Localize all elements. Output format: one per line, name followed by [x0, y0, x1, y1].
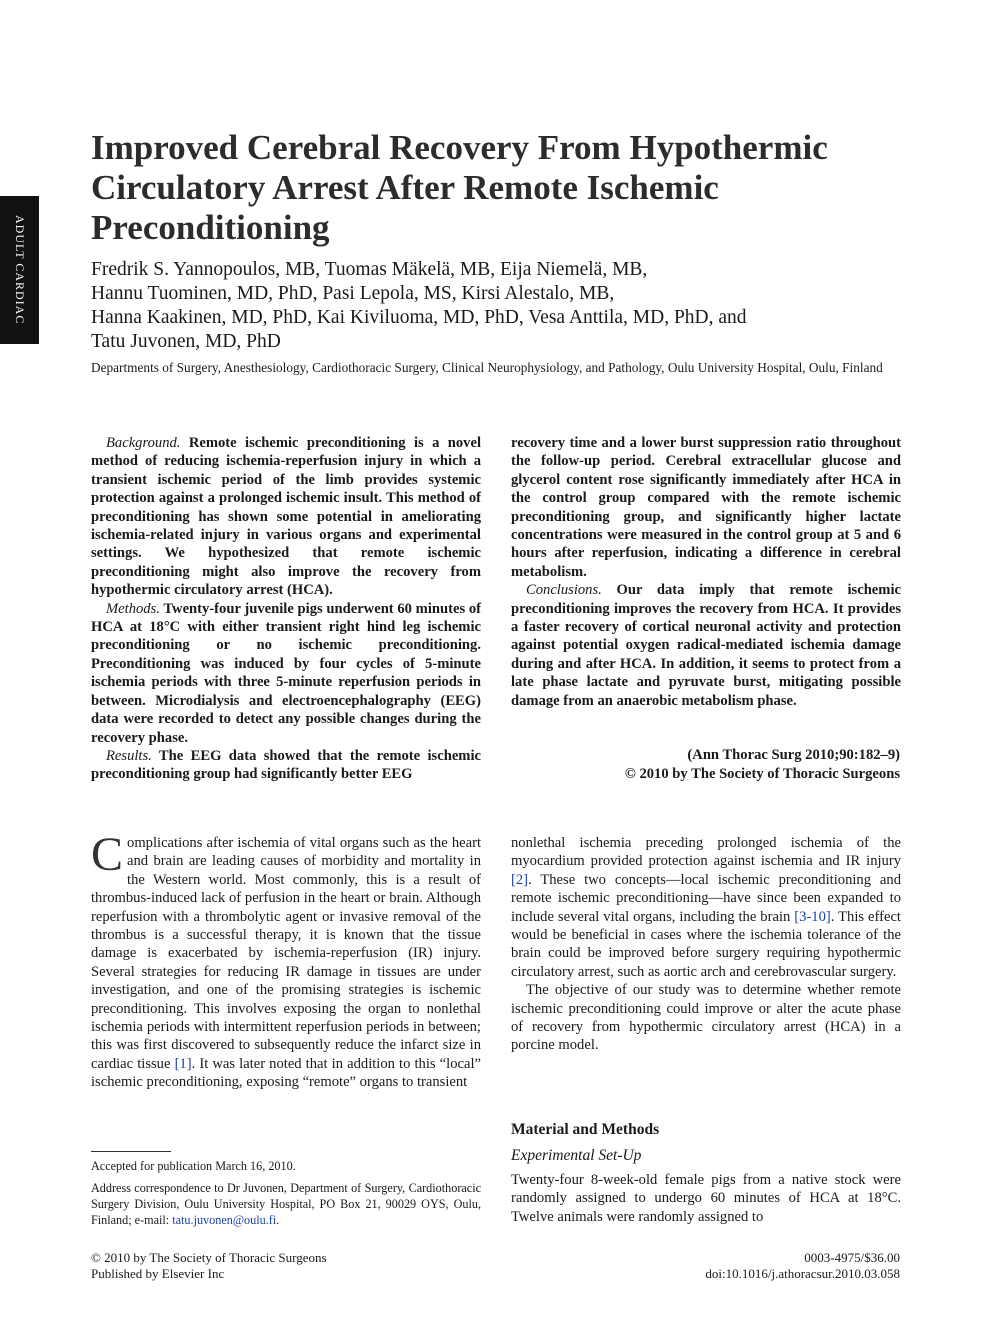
footer-doi: doi:10.1016/j.athoracsur.2010.03.058 — [705, 1265, 900, 1281]
citation-link[interactable]: [1] — [174, 1055, 192, 1072]
section-heading: Material and Methods — [511, 1121, 660, 1138]
footer-issn: 0003-4975/$36.00 — [804, 1250, 900, 1265]
body-right-column — [511, 834, 901, 1055]
background-label: Background. — [106, 435, 181, 451]
author-line: Fredrik S. Yannopoulos, MB, Tuomas Mäkelä, MB, Eija Niemelä, MB, — [91, 259, 648, 280]
conclusions-text: Our data imply that remote ischemic preconditioning improves the recovery from HCA. It provides a faster recovery of cortical neuronal activity and protection against potential oxygen radical-mediated ischemia damage during and after HCA. In addition, it seems to protect from a late phase lactate and pyruvate burst, mitigating possible damage from an anaerobic metabolism phase. — [511, 582, 901, 709]
copyright-line: © 2010 by The Society of Thoracic Surgeons — [624, 766, 900, 782]
setup-paragraph: Twenty-four 8-week-old female pigs from a native stock were randomly assigned to undergo 60 minutes of HCA at 18°C. Twelve animals were randomly assigned to — [511, 1172, 901, 1225]
body-left-column — [91, 828, 481, 1092]
author-list — [91, 258, 891, 354]
results-text-continued: recovery time and a lower burst suppression ratio throughout the follow-up period. Cerebral extracellular glucose and glycerol content rose significantly immediately after HCA in the control group compared with the remote ischemic preconditioning group, and significantly higher lactate concentrations were measured in the control group at 5 and 6 hours after reperfusion, indicating a difference in cerebral metabolism. — [511, 435, 901, 580]
journal-reference: (Ann Thorac Surg 2010;90:182–9) — [687, 747, 900, 763]
methods-label: Methods. — [106, 600, 160, 617]
background-text: Remote ischemic preconditioning is a novel method of reducing ischemia-reperfusion injury in which a transient ischemic period of the limb provides systemic protection against a prolonged ischemic insult. This method of preconditioning has shown some potential in ameliorating ischemia-related injury in various organs and experimental settings. We hypothesized that remote ischemic preconditioning might also improve the recovery from hypothermic circulatory arrest (HCA). — [91, 435, 481, 599]
citation-link[interactable]: [2] — [511, 871, 529, 888]
author-line: Hannu Tuominen, MD, PhD, Pasi Lepola, MS, Kirsi Alestalo, MB, — [91, 283, 615, 304]
email-link[interactable]: tatu.juvonen@oulu.fi — [172, 1213, 277, 1227]
title-line: Improved Cerebral Recovery From Hypothermic — [91, 128, 828, 167]
affiliation: Departments of Surgery, Anesthesiology, Cardiothoracic Surgery, Clinical Neurophysiology, and Pathology, Oulu University Hospital, Oulu, Finland — [91, 360, 883, 375]
footer-left — [91, 1250, 327, 1281]
section-side-tab — [0, 196, 39, 344]
experimental-setup-text — [511, 1171, 901, 1226]
footnote-accepted: Accepted for publication March 16, 2010. — [91, 1159, 296, 1173]
address-end: . — [276, 1213, 280, 1227]
footnote-address — [91, 1180, 481, 1228]
citation-link[interactable]: [3-10] — [794, 908, 831, 925]
side-tab-label: ADULT CARDIAC — [13, 215, 27, 325]
article-title — [91, 128, 891, 248]
footer-right — [705, 1250, 900, 1281]
title-line: Preconditioning — [91, 208, 330, 247]
journal-reference-block — [625, 746, 900, 784]
address-text: Address correspondence to Dr Juvonen, Department of Surgery, Cardiothoracic Surgery Division, Oulu University Hospital, PO Box 21, 90029 OYS, Oulu, Finland; e-mail: — [91, 1181, 481, 1227]
abstract-left-column — [91, 434, 481, 784]
footnote-divider — [91, 1151, 171, 1152]
subsection-heading: Experimental Set-Up — [511, 1147, 642, 1164]
conclusions-label: Conclusions. — [526, 582, 602, 599]
drop-cap: C — [91, 828, 124, 881]
intro-text: omplications after ischemia of vital organs such as the heart and brain are leading causes of morbidity and mortality in the Western world. Most commonly, this is a result of thrombus-induced lack of perfusion in the heart or brain. Although reperfusion with a thrombolytic agent or invasive removal of the thrombus is a successful therapy, it is known that the tissue damage is exacerbated by ischemia-reperfusion (IR) injury. Several strategies for reducing IR damage in tissues are under investigation, and one of the promising strategies is ischemic preconditioning. This involves exposing the organ to nonlethal ischemia periods with intermittent reperfusion periods in between; this was first discovered to subsequently reduce the infarct size in cardiac tissue — [91, 835, 481, 1072]
footer-publisher: Published by Elsevier Inc — [91, 1265, 225, 1281]
intro-right-text-c: . This effect would be beneficial in cases where the ischemia tolerance of the brain could be improved before surgery requiring hypothermic circulatory arrest, such as aortic arch and cerebrovascular surgery. — [511, 908, 901, 980]
intro-text-continued: . It was later noted that in addition to this “local” ischemic preconditioning, exposing “remote” organs to transient — [91, 1055, 481, 1091]
abstract-right-column — [511, 434, 901, 710]
intro-right-text: nonlethal ischemia preceding prolonged ischemia of the myocardium provided protection against ischemia and IR injury — [511, 835, 901, 870]
objective-paragraph: The objective of our study was to determine whether remote ischemic preconditioning could improve or alter the acute phase of recovery from hypothermic circulatory arrest (HCA) in a porcine model. — [511, 982, 901, 1054]
methods-text: Twenty-four juvenile pigs underwent 60 minutes of HCA at 18°C with either transient right hind leg ischemic preconditioning or no ischemic preconditioning. Preconditioning was induced by four cycles of 5-minute ischemia periods with three 5-minute reperfusion periods in between. Microdialysis and electroencephalography (EEG) data were recorded to detect any possible changes during the recovery phase. — [91, 600, 481, 746]
intro-right-text-b: . These two concepts—local ischemic preconditioning and remote ischemic preconditioning—have since been expanded to include several vital organs, including the brain — [511, 871, 901, 925]
title-line: Circulatory Arrest After Remote Ischemic — [91, 168, 719, 207]
author-line: Hanna Kaakinen, MD, PhD, Kai Kiviluoma, MD, PhD, Vesa Anttila, MD, PhD, and — [91, 307, 747, 328]
author-line: Tatu Juvonen, MD, PhD — [91, 331, 281, 352]
results-label: Results. — [106, 747, 152, 764]
footer-copyright: © 2010 by The Society of Thoracic Surgeons — [91, 1250, 327, 1265]
results-text: The EEG data showed that the remote ischemic preconditioning group had significantly better EEG — [91, 747, 481, 783]
